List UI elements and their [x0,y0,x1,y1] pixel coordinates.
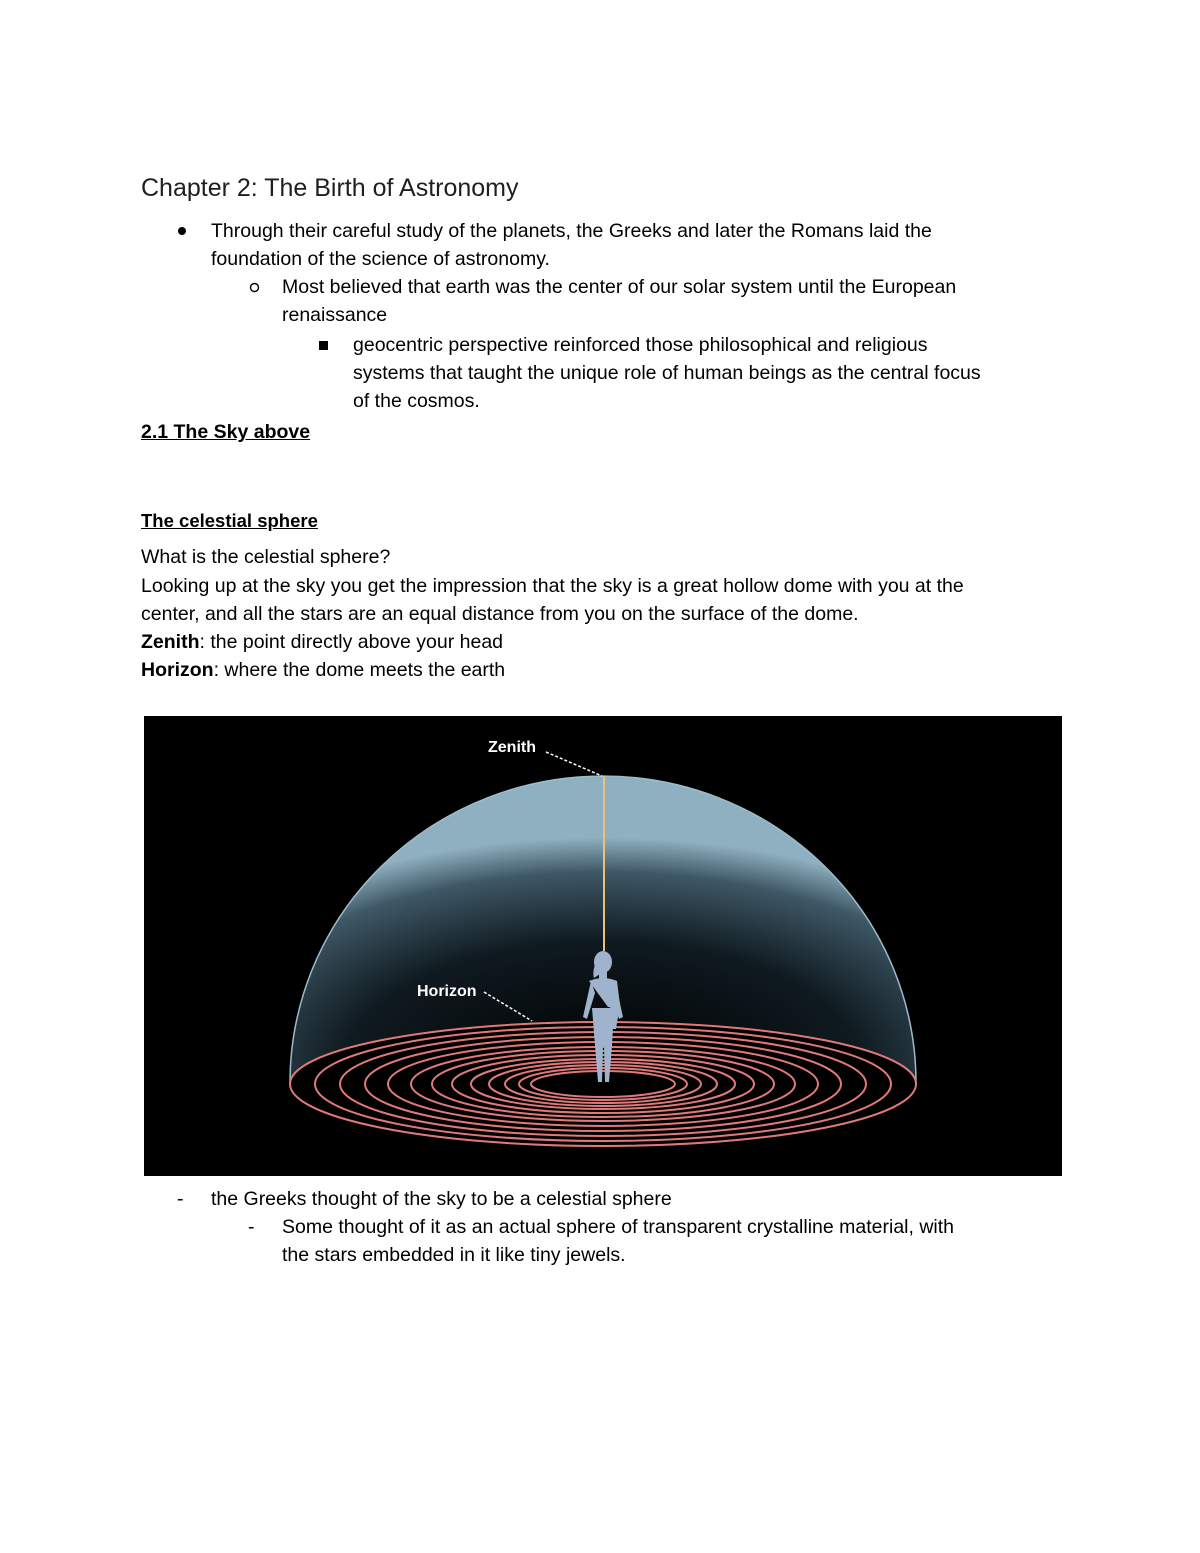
dash-marker: - [177,1188,184,1210]
paragraph-line-1: Looking up at the sky you get the impression that the sky is a great hollow dome with you at the [141,575,964,597]
dash-item-2-line-1: Some thought of it as an actual sphere of transparent crystalline material, with [282,1216,955,1238]
paragraph-line-2: center, and all the stars are an equal distance from you on the surface of the dome. [141,603,859,625]
sub-bullet-line-2: renaissance [282,304,388,326]
sub-sub-bullet-line-3: of the cosmos. [353,390,480,412]
sub-sub-bullet-line-1: geocentric perspective reinforced those philosophical and religious [353,334,928,356]
bullet-disc-icon [177,226,187,236]
definition-term: Zenith [141,631,200,653]
definition-term: Horizon [141,659,214,681]
chapter-title: Chapter 2: The Birth of Astronomy [141,174,519,202]
horizon-label: Horizon [417,983,477,1000]
bullet-square-icon [319,341,328,350]
dash-item-2-line-2: the stars embedded in it like tiny jewels. [282,1244,626,1266]
definition-text: : where the dome meets the earth [213,659,506,681]
bullet-1-line-2: foundation of the science of astronomy. [211,248,550,270]
sub-sub-bullet-line-2: systems that taught the unique role of human beings as the central focus [353,362,981,384]
definition-text: : the point directly above your head [199,631,504,653]
dash-item-1: the Greeks thought of the sky to be a celestial sphere [211,1188,672,1210]
section-heading: 2.1 The Sky above [141,421,311,443]
bullet-1-line-1: Through their careful study of the planets, the Greeks and later the Romans laid the [211,220,932,242]
celestial-sphere-diagram [144,716,1062,1176]
definition-horizon [141,656,505,684]
sub-bullet-line-1: Most believed that earth was the center of our solar system until the European [282,276,957,298]
zenith-label: Zenith [488,739,536,756]
subsection-heading: The celestial sphere [141,510,318,531]
dash-marker: - [248,1216,255,1238]
definition-zenith [141,628,503,656]
celestial-sphere-figure [144,716,1062,1176]
question-text: What is the celestial sphere? [141,546,391,568]
bullet-circle-icon [249,282,260,293]
